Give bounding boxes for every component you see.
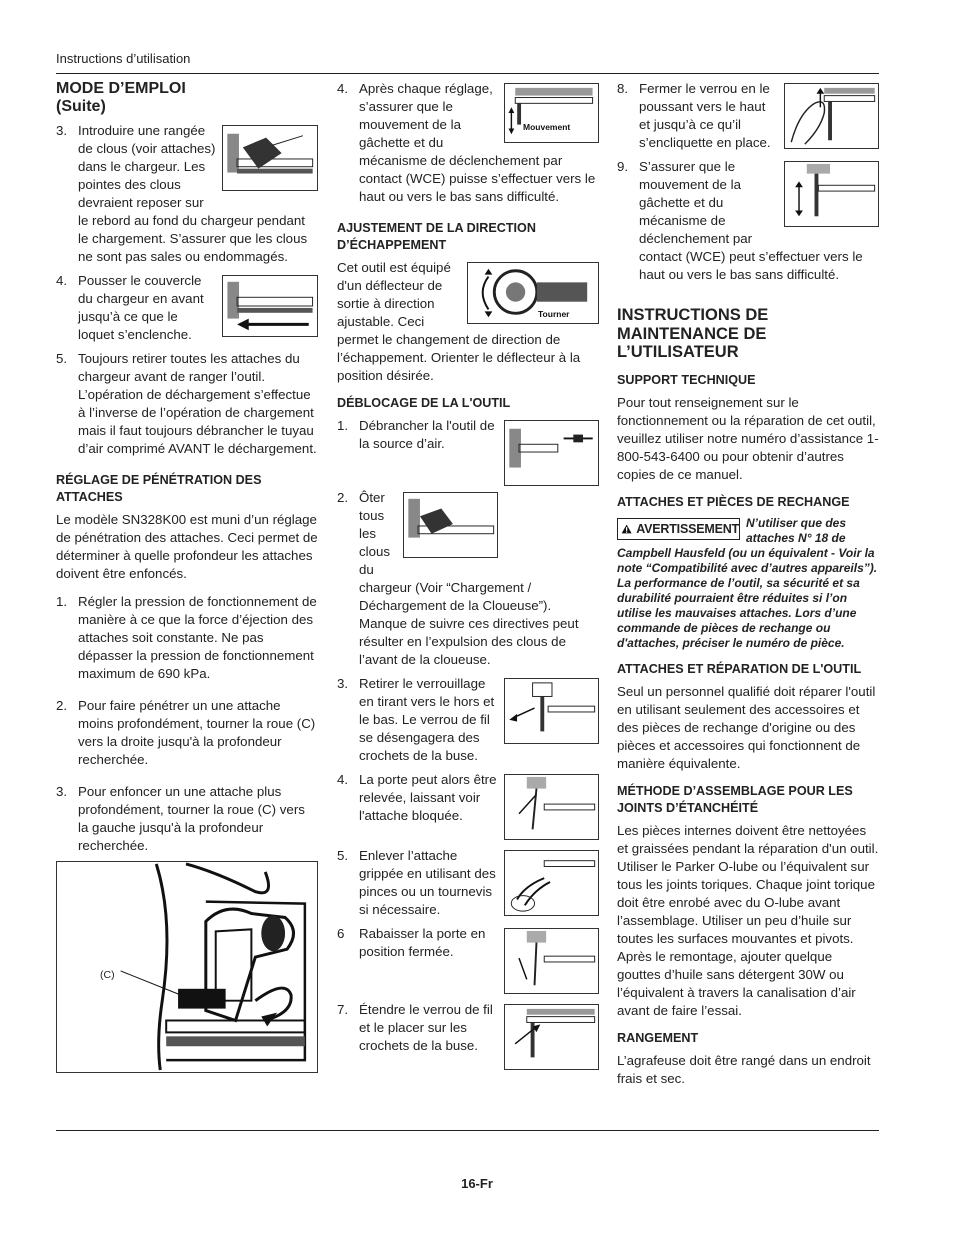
column-3 [617, 80, 879, 1098]
figure-remove-nails [403, 492, 498, 558]
unjam-step-4: 4. La porte peut alors être relevée, laissant voir l'attache bloquée. [337, 771, 599, 841]
unjam-step-3: 3. Retirer le verrouillage en tirant vers le hors et le bas. Le verrou de fil se désengagera des crochets de la buse. [337, 675, 599, 765]
page-header: Instructions d’utilisation [56, 51, 191, 66]
heading-parts: ATTACHES ET PIÈCES DE RECHANGE [617, 494, 850, 509]
exhaust-text: Cet outil est équipé d'un déflecteur de sortie à direction ajustable. Ceci permet le changement de direction de l’échappement. Orienter le déflecteur à la position désirée. [337, 260, 581, 383]
depth-step-3: 3. Pour enfoncer un une attache plus profondément, tourner la roue (C) vers la gauche jusqu'à la profondeur recherchée. [56, 784, 305, 853]
figure-movement [504, 83, 599, 143]
seal-text: Les pièces internes doivent être nettoyées et graissées pendant la réparation d'un outil. Utiliser le Parker O-lube ou l’équivalent sur tous les joints toriques. Chaque joint torique doit être enrobé avec du O-lube avant l’assemblage. Utiliser un peu d’huile sur toutes les surfaces mouvantes et pivots. Après le remontage, ajouter quelque gouttes d’huile sans détergent 30W ou l’équivalent à travers la canalisation d’air avant de faire l’essai. [617, 822, 879, 1018]
figure-raise-door [504, 774, 599, 840]
heading-support: SUPPORT TECHNIQUE [617, 372, 756, 387]
figure-depth-wheel [56, 861, 318, 1073]
figure-pliers [504, 850, 599, 916]
turn-label: Tourner [538, 309, 570, 319]
figure-push-cover [222, 275, 318, 337]
depth-step-1: 1. Régler la pression de fonctionnement de manière à ce que la force d’éjection des attaches soit constante. Ne pas dépasser la pression de fonctionnement maximum de 690 kPa. [56, 594, 317, 681]
figure-trigger-movement [784, 161, 879, 227]
repair-text: Seul un personnel qualifié doit réparer l'outil en utilisant seulement des accessoires et des pièces de rechange d'origine ou des pièces et accessoires qui fonctionnent de manière équivalente. [617, 683, 876, 771]
figure-disconnect-air [504, 420, 599, 486]
heading-storage: RANGEMENT [617, 1030, 699, 1045]
warning-label: AVERTISSEMENT [636, 521, 739, 536]
depth-step-2: 2. Pour faire pénétrer un une attache moins profondément, tourner la roue (C) vers la droite jusqu'à la profondeur recherchée. [56, 698, 316, 767]
heading-depth-adjust: RÉGLAGE DE PÉNÉTRATION DES ATTACHES [56, 473, 262, 504]
step-3-load-nails: 3. Introduire une rangée de clous (voir attaches) dans le chargeur. Les pointes des clous devraient reposer sur le rebord au fond du chargeur pendant le chargement. S’assurer que les clous ne sont pas sales ou endommagés. [56, 122, 318, 266]
unjam-step-6: 6 Rabaisser la porte en position fermée. [337, 925, 599, 995]
heading-unjam: DÉBLOCAGE DE LA L'OUTIL [337, 396, 511, 410]
unjam-step-5: 5. Enlever l’attache grippée en utilisant des pinces ou un tournevis si nécessaire. [337, 847, 599, 919]
heading-repair: ATTACHES ET RÉPARATION DE L'OUTIL [617, 661, 862, 676]
warning-badge [617, 518, 740, 540]
header-rule [56, 73, 879, 74]
unjam-step-7: 7. Étendre le verrou de fil et le placer sur les crochets de la buse. [337, 1001, 599, 1055]
warning-text: N’utiliser que des attaches N° 18 de Campbell Hausfeld (ou un équivalent - Voir la note “Compatibilité avec d’autres appareils”). La performance de l’outil, sa sécurité et sa durabilité pourraient être réduites si l’on utilise les mauvaises attaches. Lors d’une commande de pièces de rechange ou d'attaches, préciser le numéro de pièce. [617, 515, 878, 650]
storage-text: L’agrafeuse doit être rangé dans un endroit frais et sec. [617, 1052, 871, 1086]
figure-exhaust-deflector [467, 262, 599, 324]
footer-rule [56, 1130, 879, 1131]
unjam-step-2: 2. Ôter tous les clous du chargeur (Voir “Chargement / Déchargement de la Cloueuse”). Manque de suivre ces directives peut résulter en l’expulsion des clous de l’avant de la cloueuse. [337, 490, 579, 667]
heading-maintenance: INSTRUCTIONS DE MAINTENANCE DE L’UTILISATEUR [617, 306, 769, 361]
depth-intro-text: Le modèle SN328K00 est muni d’un réglage de pénétration des attaches. Ceci permet de déterminer à quelle profondeur les attaches doivent être enfoncés. [56, 512, 318, 581]
column-2 [337, 80, 599, 1074]
page-number: 16-Fr [461, 1176, 493, 1191]
unjam-step-1: 1. Débrancher la l'outil de la source d’air. [337, 417, 599, 483]
movement-label: Mouvement [523, 122, 571, 132]
warning-triangle-icon [621, 521, 632, 537]
heading-seal-assembly: MÉTHODE D’ASSEMBLAGE POUR LES JOINTS D’ÉTANCHÉITÉ [617, 783, 853, 815]
figure-close-door [504, 928, 599, 994]
figure-push-latch [784, 83, 879, 149]
section-title-mode-emploi: MODE D’EMPLOI (Suite) [56, 80, 186, 115]
support-text: Pour tout renseignement sur le fonctionnement ou la réparation de cet outil, veuillez utiliser notre numéro d’assistance 1-800-543-6400 ou pour obtenir d’autres copies de ce manuel. [617, 394, 879, 482]
step-4-push-cover: 4. Pousser le couvercle du chargeur en avant jusqu’à ce que le loquet s’enclenche. [56, 272, 318, 344]
step-4-check-trigger: 4. Mouvement Après chaque réglage, s’assurer que le mouvement de la gâchette et du mécanisme de déclenchement par contact (WCE) puisse s’effectuer vers le haut ou vers le bas sans difficulté. [337, 80, 599, 206]
wheel-c-label: (C) [100, 969, 115, 981]
figure-load-nails [222, 125, 318, 191]
figure-release-latch [504, 678, 599, 744]
step-5-unload: 5. Toujours retirer toutes les attaches du chargeur avant de ranger l’outil. L’opération de déchargement s’effectue à l’inverse de l’opération de chargement mais il faut toujours débrancher le tuyau d’air comprimé AVANT le déchargement. [56, 351, 317, 456]
step-8-close-latch: 8. Fermer le verrou en le poussant vers le haut et jusqu’à ce qu’il s’encliquette en place. [617, 80, 879, 152]
figure-extend-latch [504, 1004, 599, 1070]
heading-exhaust: AJUSTEMENT DE LA DIRECTION D’ÉCHAPPEMENT [337, 221, 536, 252]
step-9-check-movement: 9. S’assurer que le mouvement de la gâchette et du mécanisme de déclenchement par contact (WCE) peut s’effectuer vers le haut ou vers le bas sans difficulté. [617, 158, 879, 284]
column-1 [56, 80, 318, 1073]
